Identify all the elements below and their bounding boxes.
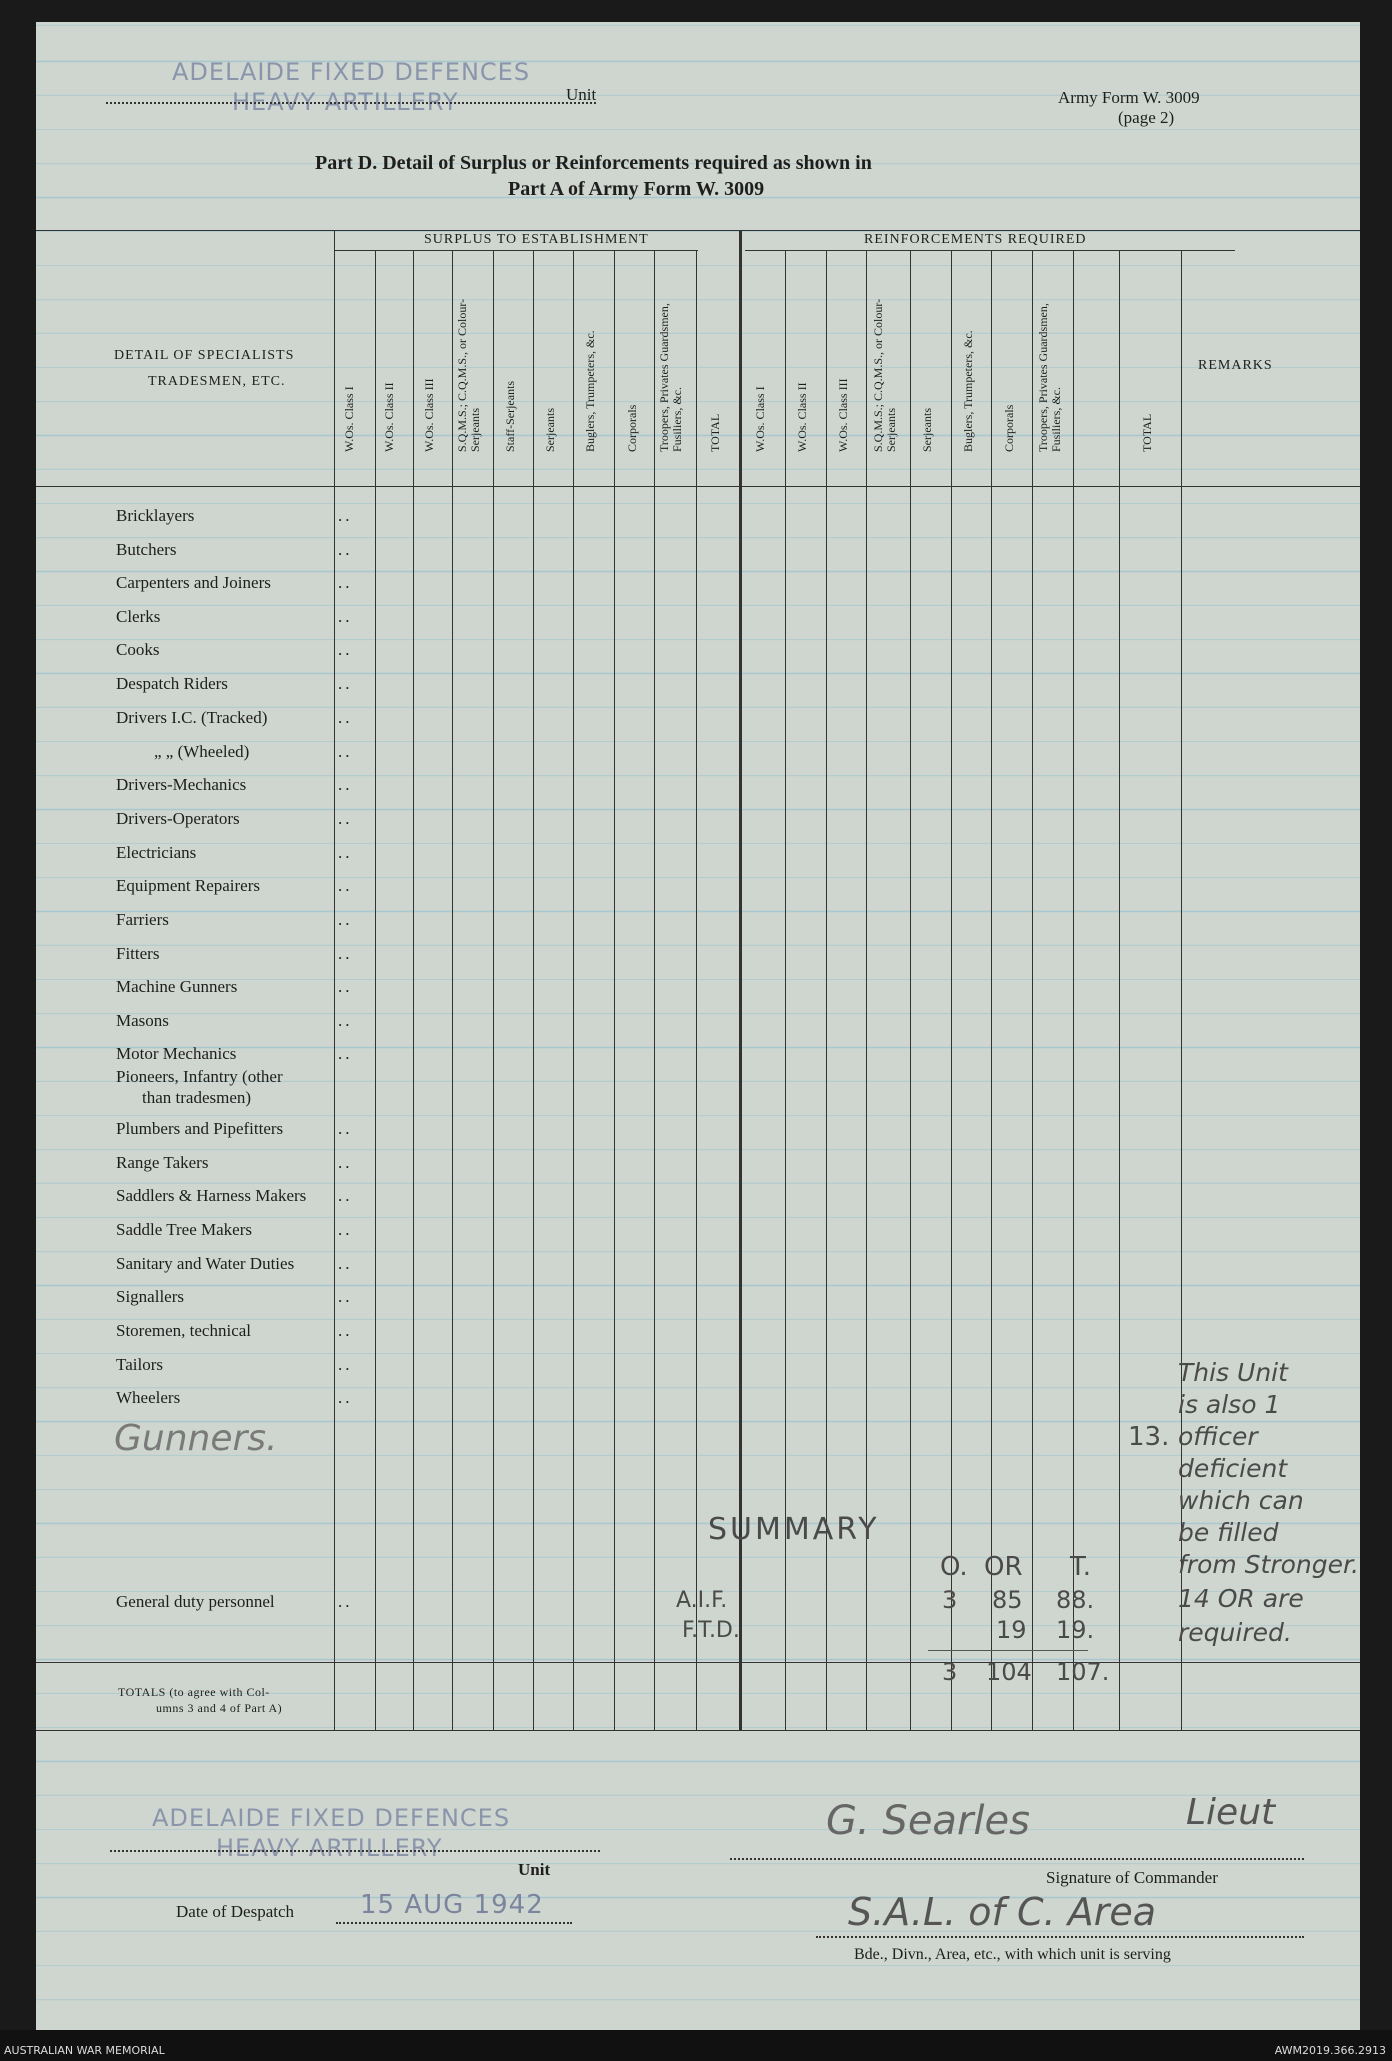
- table-header-rule: [36, 486, 1360, 487]
- row-label: „ „ (Wheeled): [154, 742, 250, 761]
- col-rule: [1119, 250, 1120, 1730]
- detail-heading-2: TRADESMEN, ETC.: [148, 374, 286, 389]
- summary-col-o: O.: [940, 1552, 968, 1582]
- row-leader-dots: ..: [338, 977, 353, 996]
- row-label: Cooks: [116, 640, 160, 659]
- row-leader-dots: ..: [338, 573, 353, 592]
- summary-total-t: 107.: [1056, 1658, 1110, 1686]
- row-label: Carpenters and Joiners: [116, 573, 271, 592]
- totals-label-1: TOTALS (to agree with Col-: [118, 1685, 270, 1699]
- col-reinf-wo1: W.Os. Class I: [753, 386, 767, 452]
- row-label: Motor Mechanics: [116, 1044, 237, 1063]
- form-page: (page 2): [1118, 108, 1175, 127]
- commander-signature: G. Searles: [826, 1798, 1030, 1844]
- row-leader-dots: ..: [338, 1388, 353, 1407]
- row-label: Storemen, technical: [116, 1321, 252, 1340]
- footer-unit-line: [110, 1850, 600, 1852]
- unit-stamp-line2: HEAVY ARTILLERY: [232, 88, 459, 116]
- col-rule: [785, 250, 786, 1730]
- col-reinf-wo3: W.Os. Class III: [836, 378, 850, 452]
- summary-aif-label: A.I.F.: [676, 1588, 728, 1613]
- unit-stamp-line1: ADELAIDE FIXED DEFENCES: [172, 58, 531, 86]
- reinf-heading-rule: [745, 250, 1235, 251]
- row-leader-dots: ..: [338, 1592, 353, 1611]
- surplus-heading-rule: [334, 250, 698, 251]
- row-label: Wheelers: [116, 1388, 181, 1407]
- summary-ftd-label: F.T.D.: [682, 1618, 740, 1643]
- summary-col-or: OR: [984, 1552, 1023, 1582]
- col-rule: [910, 250, 911, 1730]
- row-label: Machine Gunners: [116, 977, 238, 996]
- col-rule: [413, 250, 414, 1730]
- area-handwritten: S.A.L. of C. Area: [848, 1890, 1156, 1934]
- area-label: Bde., Divn., Area, etc., with which unit is serving: [854, 1946, 1171, 1963]
- row-leader-dots: ..: [338, 1321, 353, 1340]
- detail-heading-1: DETAIL OF SPECIALISTS: [114, 348, 295, 363]
- summary-title: SUMMARY: [708, 1512, 880, 1547]
- summary-col-t: T.: [1070, 1552, 1092, 1582]
- row-label-pioneers-2: than tradesmen): [142, 1088, 252, 1107]
- handwritten-gunners-total: 13.: [1128, 1422, 1170, 1452]
- row-leader-dots: ..: [338, 607, 353, 626]
- surplus-heading: SURPLUS TO ESTABLISHMENT: [424, 232, 649, 247]
- col-reinf-total: TOTAL: [1140, 413, 1154, 452]
- reinf-heading: REINFORCEMENTS REQUIRED: [864, 232, 1087, 247]
- col-rule: [866, 250, 867, 1730]
- col-rule: [573, 250, 574, 1730]
- row-label: Saddle Tree Makers: [116, 1220, 252, 1239]
- date-label: Date of Despatch: [176, 1902, 295, 1921]
- remarks-heading: REMARKS: [1198, 358, 1273, 373]
- row-leader-dots: ..: [338, 506, 353, 525]
- col-rule: [334, 230, 335, 1730]
- row-leader-dots: ..: [338, 910, 353, 929]
- col-rule: [1073, 250, 1074, 1730]
- table-totals-rule: [36, 1662, 1360, 1663]
- col-surplus-buglers: Buglers, Trumpeters, &c.: [583, 330, 597, 452]
- row-leader-dots: ..: [338, 1011, 353, 1030]
- col-reinf-wo2: W.Os. Class II: [795, 382, 809, 452]
- unit-dotted-line: [106, 102, 596, 104]
- archive-left: AUSTRALIAN WAR MEMORIAL: [4, 2044, 165, 2057]
- row-leader-dots: ..: [338, 1153, 353, 1172]
- col-rule: [696, 250, 697, 1730]
- col-reinf-corporals: Corporals: [1002, 404, 1016, 452]
- archive-right: AWM2019.366.2913: [1274, 2044, 1386, 2057]
- col-surplus-wo2: W.Os. Class II: [382, 382, 396, 452]
- summary-aif-o: 3: [942, 1586, 958, 1614]
- summary-total-or: 104: [986, 1658, 1032, 1686]
- row-label: Drivers-Operators: [116, 809, 240, 828]
- col-rule: [1032, 250, 1033, 1730]
- col-reinf-troopers: Troopers, Privates Guardsmen, Fusiliers, &c.: [1036, 303, 1063, 452]
- form-title-line2: Part A of Army Form W. 3009: [508, 178, 765, 200]
- surplus-reinf-divider: [739, 230, 742, 1730]
- footer-stamp-line2: HEAVY ARTILLERY: [216, 1834, 443, 1862]
- row-label: Signallers: [116, 1287, 184, 1306]
- row-leader-dots: ..: [338, 1254, 353, 1273]
- archive-footer: [0, 2030, 1392, 2061]
- row-leader-dots: ..: [338, 843, 353, 862]
- row-label: Electricians: [116, 843, 197, 862]
- form-title-line1: Part D. Detail of Surplus or Reinforcements required as shown in: [315, 152, 872, 174]
- row-label: Range Takers: [116, 1153, 209, 1172]
- row-label: Equipment Repairers: [116, 876, 260, 895]
- row-leader-dots: ..: [338, 1119, 353, 1138]
- col-rule: [951, 250, 952, 1730]
- remarks-line: 14 OR are: [1178, 1584, 1304, 1613]
- remarks-line: which can: [1178, 1486, 1304, 1515]
- row-leader-dots: ..: [338, 640, 353, 659]
- signature-line: [730, 1858, 1304, 1860]
- remarks-line: This Unit: [1178, 1358, 1288, 1387]
- row-label: Clerks: [116, 607, 161, 626]
- row-label: Plumbers and Pipefitters: [116, 1119, 284, 1138]
- row-label: Despatch Riders: [116, 674, 228, 693]
- summary-total-o: 3: [942, 1658, 958, 1686]
- unit-label: Unit: [566, 85, 597, 104]
- signature-label: Signature of Commander: [1046, 1868, 1218, 1887]
- handwritten-gunners: Gunners.: [114, 1418, 278, 1459]
- row-leader-dots: ..: [338, 1220, 353, 1239]
- summary-total-rule: [928, 1650, 1088, 1651]
- remarks-line: required.: [1178, 1618, 1292, 1647]
- col-reinf-sqms: S.Q.M.S.; C.Q.M.S., or Colour-Serjeants: [871, 298, 898, 452]
- date-line: [336, 1922, 572, 1924]
- col-rule: [654, 250, 655, 1730]
- col-reinf-buglers: Buglers, Trumpeters, &c.: [961, 330, 975, 452]
- col-surplus-wo3: W.Os. Class III: [422, 378, 436, 452]
- col-surplus-total: TOTAL: [708, 413, 722, 452]
- row-label: Saddlers & Harness Makers: [116, 1186, 307, 1205]
- remarks-line: be filled: [1178, 1518, 1279, 1547]
- row-leader-dots: ..: [338, 674, 353, 693]
- row-label: Drivers I.C. (Tracked): [116, 708, 268, 727]
- summary-aif-t: 88.: [1056, 1586, 1095, 1614]
- date-stamp: 15 AUG 1942: [360, 1890, 544, 1920]
- row-leader-dots: ..: [338, 1186, 353, 1205]
- remarks-line: deficient: [1178, 1454, 1288, 1483]
- row-leader-dots: ..: [338, 775, 353, 794]
- row-label: Tailors: [116, 1355, 163, 1374]
- row-leader-dots: ..: [338, 742, 353, 761]
- row-label-general-duty: General duty personnel: [116, 1592, 275, 1611]
- remarks-line: is also 1: [1178, 1390, 1281, 1419]
- row-label: Butchers: [116, 540, 177, 559]
- col-surplus-corporals: Corporals: [625, 404, 639, 452]
- footer-unit-label: Unit: [518, 1860, 551, 1879]
- row-label: Fitters: [116, 944, 160, 963]
- col-surplus-sqms: S.Q.M.S.; C.Q.M.S., or Colour-Serjeants: [455, 298, 482, 452]
- row-leader-dots: ..: [338, 708, 353, 727]
- col-rule: [375, 250, 376, 1730]
- totals-label-2: umns 3 and 4 of Part A): [156, 1701, 283, 1715]
- summary-aif-or: 85: [992, 1586, 1023, 1614]
- row-label: Drivers-Mechanics: [116, 775, 247, 794]
- form-sheet: [36, 22, 1360, 2030]
- col-surplus-staff-serjeants: Staff-Serjeants: [503, 380, 517, 452]
- row-leader-dots: ..: [338, 540, 353, 559]
- table-top-rule: [36, 230, 1360, 231]
- remarks-line: officer: [1178, 1422, 1258, 1451]
- row-label: Farriers: [116, 910, 169, 929]
- row-leader-dots: ..: [338, 876, 353, 895]
- row-leader-dots: ..: [338, 809, 353, 828]
- row-leader-dots: ..: [338, 1355, 353, 1374]
- summary-ftd-or: 19: [996, 1616, 1027, 1644]
- commander-rank: Lieut: [1186, 1792, 1276, 1833]
- col-rule: [493, 250, 494, 1730]
- remarks-line: from Stronger.: [1178, 1550, 1359, 1579]
- col-surplus-wo1: W.Os. Class I: [342, 386, 356, 452]
- form-name: Army Form W. 3009: [1058, 88, 1200, 107]
- summary-ftd-t: 19.: [1056, 1616, 1095, 1644]
- col-surplus-troopers: Troopers, Privates Guardsmen, Fusiliers, &c.: [657, 303, 684, 452]
- col-rule: [991, 250, 992, 1730]
- col-rule: [614, 250, 615, 1730]
- row-label: Sanitary and Water Duties: [116, 1254, 295, 1273]
- row-leader-dots: ..: [338, 1287, 353, 1306]
- col-rule: [826, 250, 827, 1730]
- row-leader-dots: ..: [338, 944, 353, 963]
- col-surplus-serjeants: Serjeants: [543, 408, 557, 452]
- row-leader-dots: ..: [338, 1044, 353, 1063]
- col-rule: [452, 250, 453, 1730]
- area-line: [816, 1936, 1304, 1938]
- table-bottom-rule: [36, 1730, 1360, 1731]
- row-label: Bricklayers: [116, 506, 195, 525]
- col-reinf-serjeants: Serjeants: [920, 408, 934, 452]
- row-label-pioneers: Pioneers, Infantry (other: [116, 1067, 283, 1086]
- footer-stamp-line1: ADELAIDE FIXED DEFENCES: [152, 1804, 511, 1832]
- col-rule: [533, 250, 534, 1730]
- row-label: Masons: [116, 1011, 169, 1030]
